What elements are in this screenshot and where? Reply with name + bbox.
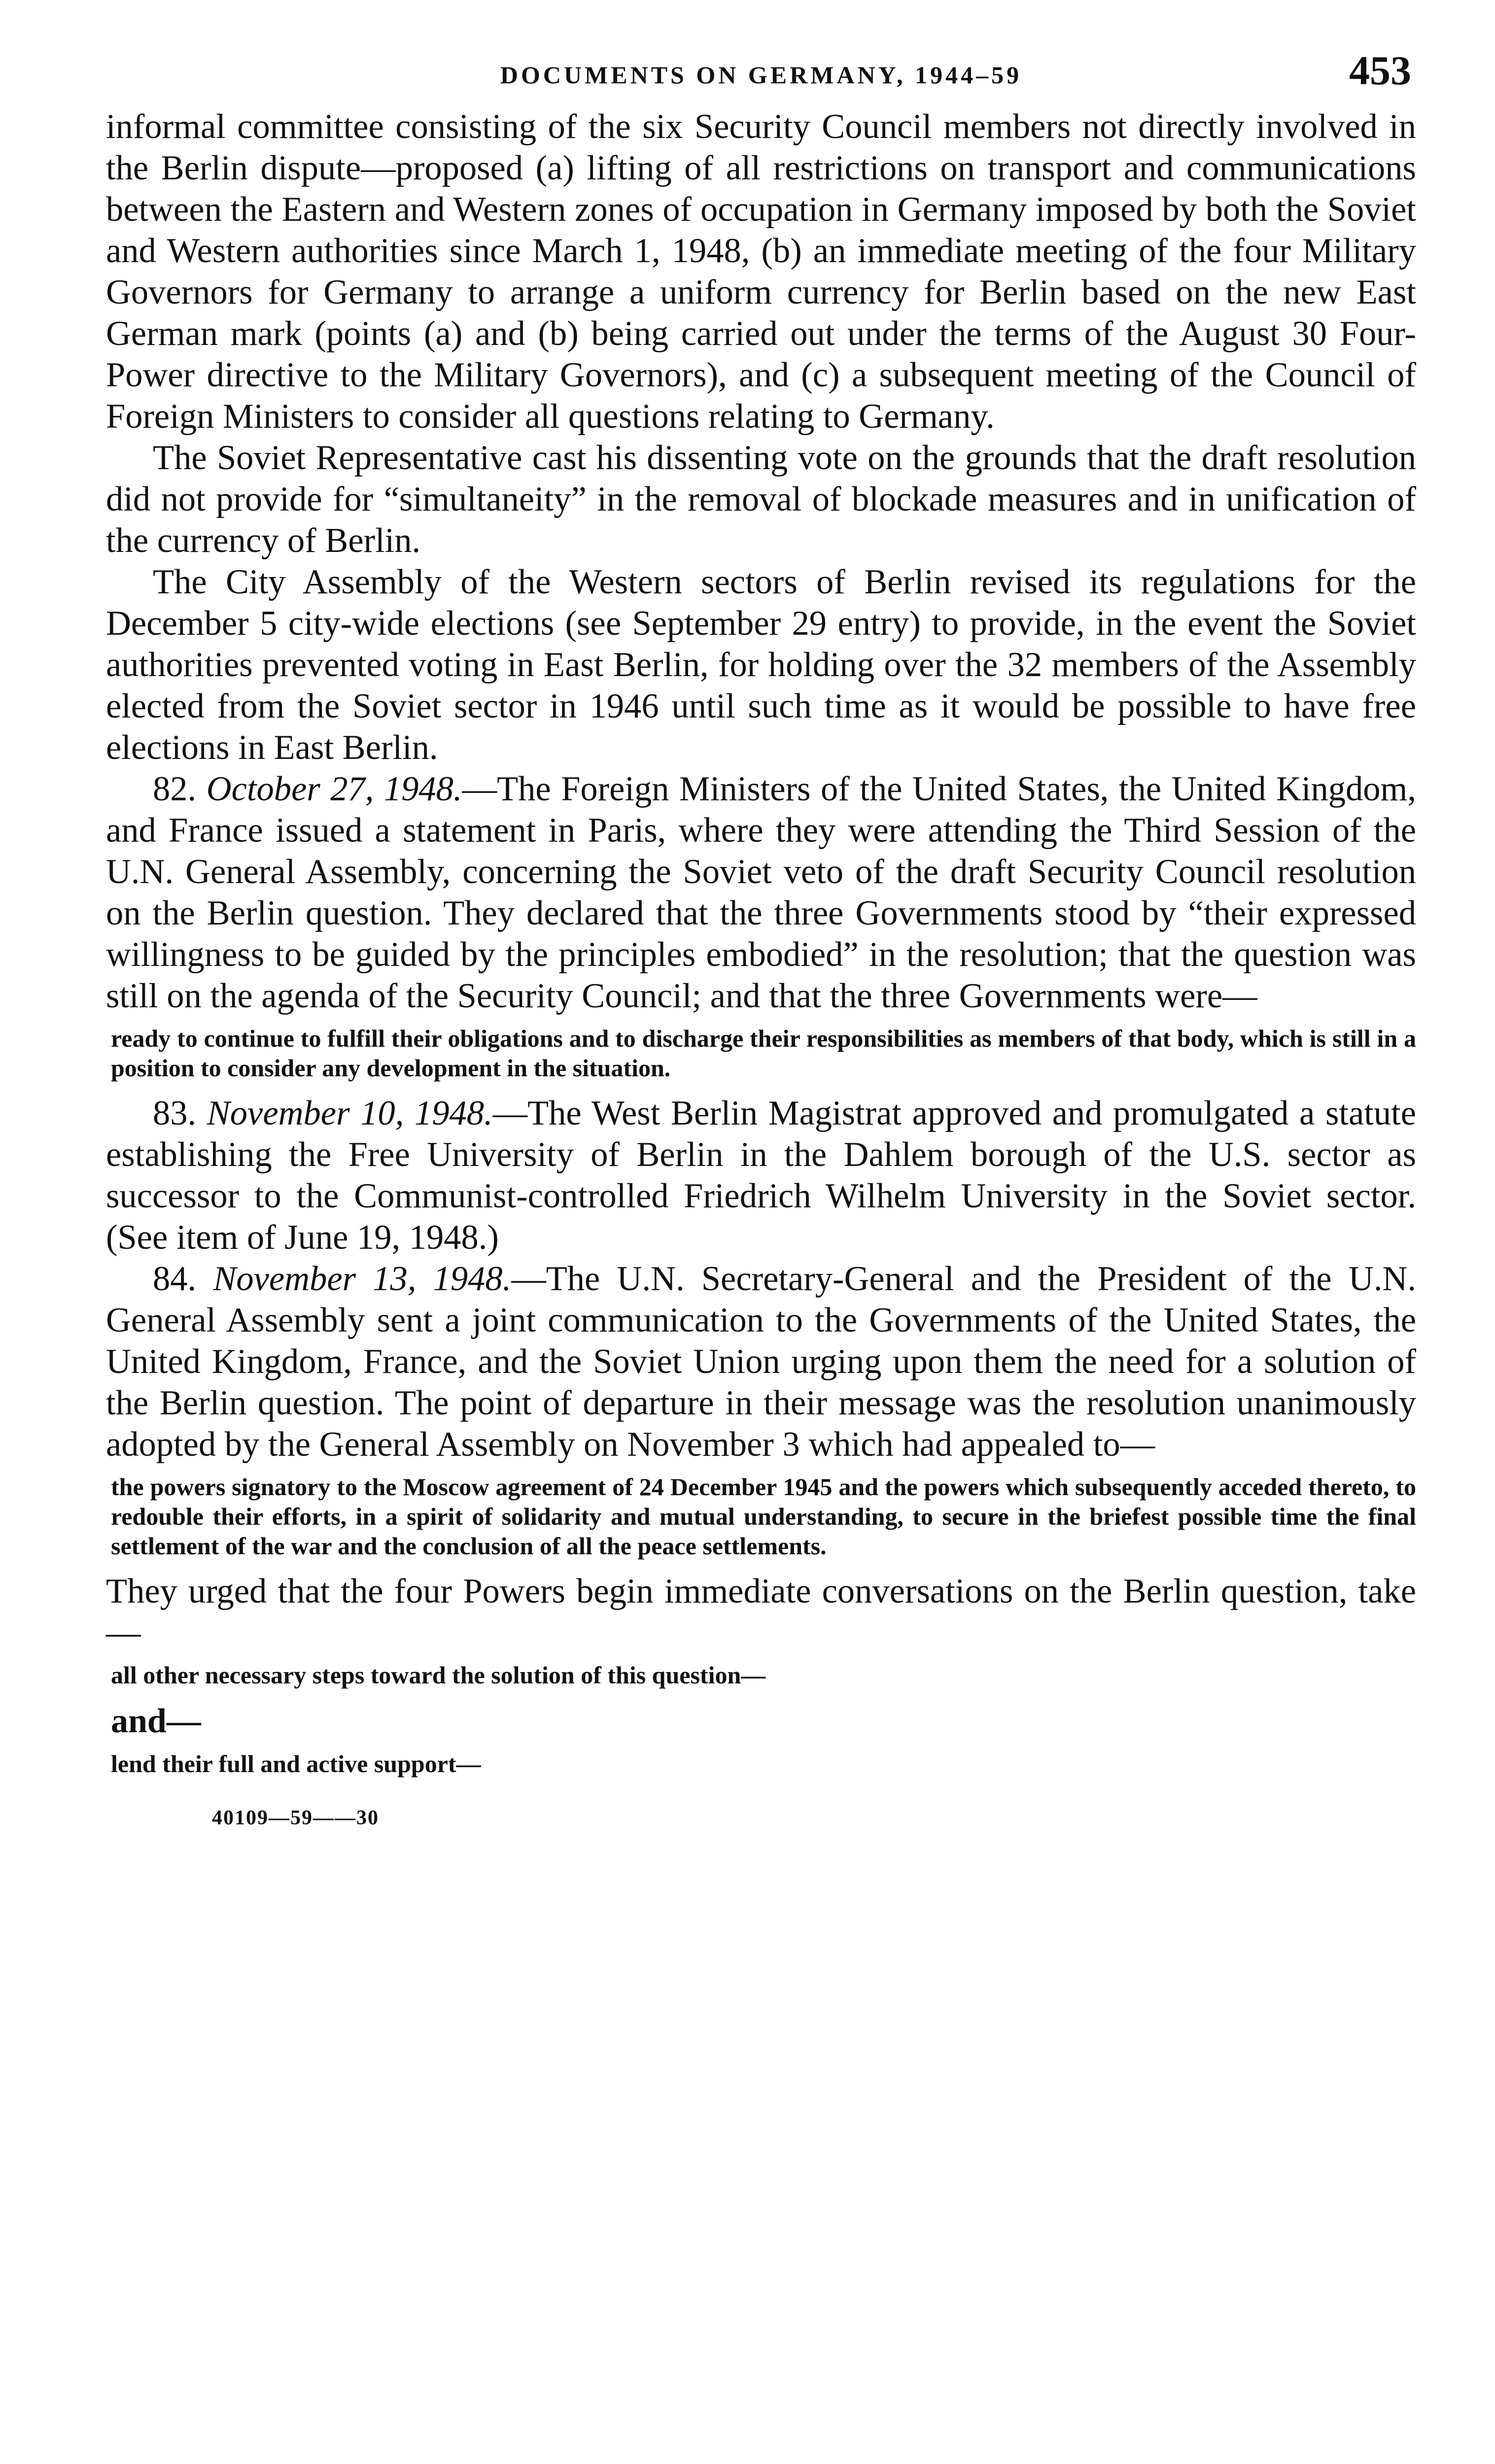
chronology-item-82 xyxy=(106,768,1416,1017)
body-text xyxy=(106,1093,1416,1465)
block-quote: ready to continue to fulfill their obligations and to discharge their responsibilities as members of that body, which is still in a position to consider any development in the situation. xyxy=(111,1025,1416,1082)
printer-code: 40109—59——30 xyxy=(212,1807,379,1829)
item-number: 83. xyxy=(153,1094,197,1132)
item-text: —The U.N. Secretary-General and the President of the U.N. General Assembly sent a joint communication to the Governments of the United States, the United Kingdom, France, and the Soviet Union urging upon them the need for a solution of the Berlin question. The point of departure in their message was the resolution unanimously adopted by the General Assembly on November 3 which had appealed to— xyxy=(106,1260,1417,1464)
and-line: and— xyxy=(111,1702,201,1740)
chronology-item-83 xyxy=(106,1093,1416,1258)
paragraph: The City Assembly of the Western sectors of Berlin revised its regulations for the December 5 city-wide elections (see September 29 entry) to provide, in the event the Soviet authorities prevented voting in East Berlin, for holding over the 32 members of the Assembly elected from the Soviet sector in 1946 until such time as it would be possible to have free elections in East Berlin. xyxy=(106,563,1416,767)
paragraph: They urged that the four Powers begin immediate conversations on the Berlin question, take— xyxy=(106,1572,1416,1652)
chronology-item-84 xyxy=(106,1258,1416,1465)
body-text xyxy=(106,1571,1416,1653)
block-quote: all other necessary steps toward the solution of this question— xyxy=(111,1661,766,1689)
item-number: 82. xyxy=(153,770,197,808)
paragraph: The Soviet Representative cast his dissenting vote on the grounds that the draft resolution did not provide for “simultaneity” in the removal of blockade measures and in unification of the currency of Berlin. xyxy=(106,439,1416,560)
item-number: 84. xyxy=(153,1260,197,1298)
body-text xyxy=(106,106,1416,1017)
item-text: —The West Berlin Magistrat approved and promulgated a statute establishing the Free University of Berlin in the Dahlem borough of the U.S. sector as successor to the Communist-controlled Friedrich Wilhelm University in the Soviet sector. (See item of June 19, 1948.) xyxy=(106,1094,1417,1257)
block-quote: lend their full and active support— xyxy=(111,1750,481,1778)
item-text: —The Foreign Ministers of the United States, the United Kingdom, and France issued a statement in Paris, where they were attending the Third Session of the U.N. General Assembly, concerning the Soviet veto of the draft Security Council resolution on the Berlin question. They declared that the three Governments stood by “their expressed willingness to be guided by the principles embodied” in the resolution; that the question was still on the agenda of the Security Council; and that the three Governments were— xyxy=(106,770,1416,1015)
item-date: October 27, 1948. xyxy=(206,770,462,808)
item-date: November 13, 1948. xyxy=(213,1260,512,1298)
item-date: November 10, 1948. xyxy=(207,1094,493,1132)
paragraph: informal committee consisting of the six Security Council members not directly involved in the Berlin dispute—proposed (a) lifting of all restrictions on transport and communications between the Eastern and Western zones of occupation in Germany imposed by both the Soviet and Western authorities since March 1, 1948, (b) an immediate meeting of the four Military Governors for Germany to arrange a uniform currency for Berlin based on the new East German mark (points (a) and (b) being carried out under the terms of the August 30 Four-Power directive to the Military Governors), and (c) a subsequent meeting of the Council of Foreign Ministers to consider all questions relating to Germany. xyxy=(106,107,1416,436)
running-head-title: DOCUMENTS ON GERMANY, 1944–59 xyxy=(500,61,1022,89)
block-quote: the powers signatory to the Moscow agreement of 24 December 1945 and the powers which subsequently acceded thereto, to redouble their efforts, in a spirit of solidarity and mutual understanding, to secure in the briefest possible time the final settlement of the war and the conclusion of all the peace settlements. xyxy=(111,1473,1416,1560)
running-head xyxy=(106,47,1416,106)
page-number: 453 xyxy=(1349,48,1411,94)
